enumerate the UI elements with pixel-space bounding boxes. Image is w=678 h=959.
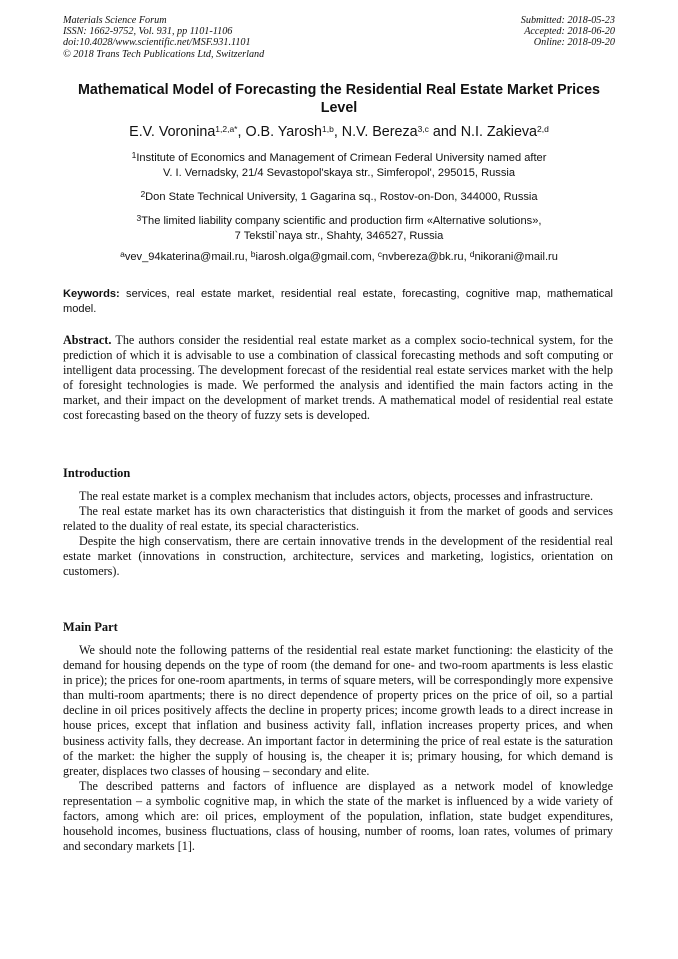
journal-name: Materials Science Forum <box>63 15 167 26</box>
author: O.B. Yarosh$^{1,b}$, <box>245 124 342 140</box>
abstract-label: Abstract. <box>63 333 112 347</box>
introduction-body <box>63 489 613 580</box>
main-part-body <box>63 643 613 854</box>
journal-info <box>63 15 264 60</box>
paragraph: Despite the high conservatism, there are certain innovative trends in the development of the residential real estate market (innovations in construction, architecture, services and marketing, logistics, orientation on customers). <box>63 534 613 579</box>
author: N.V. Bereza$^{3,c}$ and <box>341 124 461 140</box>
abstract <box>63 333 613 424</box>
section-heading-main-part: Main Part <box>63 620 118 634</box>
publication-dates <box>521 15 615 49</box>
accepted-date: Accepted: 2018-06-20 <box>524 26 615 38</box>
email-link[interactable]: $^c$nvbereza@bk.ru <box>377 249 464 263</box>
affiliation-1: $^1$Institute of Economics and Management of Crimean Federal University named after V. I. Vernadsky, 21/4 Sevastopol'skaya str., Simferopol', 295015, Russia <box>131 150 547 179</box>
submitted-date: Submitted: 2018-05-23 <box>520 15 615 26</box>
author-emails: $^a$vev_94katerina@mail.ru, $^b$iarosh.olga@gmail.com, $^c$nvbereza@bk.ru, $^d$nikorani@mail.ru <box>120 249 558 263</box>
section-heading-introduction: Introduction <box>63 466 131 480</box>
email-link[interactable]: $^a$vev_94katerina@mail.ru <box>120 249 245 263</box>
issn-line: ISSN: 1662-9752, Vol. 931, pp 1101-1106 <box>63 26 233 38</box>
paragraph: We should note the following patterns of the residential real estate market functioning: the elasticity of the demand for housing depends on the type of room (the demand for one- and two-room apartments is less elastic in price); the prices for one-room apartments, in terms of square meters, will be correspondingly more expensive than multi-room apartments; there is no direct dependence of property prices on the price of oil, so a partial decline in oil prices positively affects the decline in property prices; income growth leads to a direct increase in house prices, except that inflation and business activity fall, inflation increases property prices, and when business activity falls, they decrease. An important factor in determining the price of real estate is the saturation of the market: the higher the supply of housing is, the cheaper it is; primary housing, for which demand is greater, displaces two classes of housing – secondary and elite. <box>63 643 613 778</box>
keywords-label: Keywords: <box>63 288 120 300</box>
author-list <box>60 123 618 141</box>
copyright-line: © 2018 Trans Tech Publications Ltd, Switzerland <box>63 48 265 60</box>
abstract-text: The authors consider the residential real estate market as a complex socio-technical system, for the prediction of which it is advisable to use a combination of classical forecasting methods and soft computing or intelligent data processing. The development forecast of the residential real estate services market with the help of foresight technologies is made. We performed the analysis and identified the main factors acting in the market, and their impact on the development of market trends. A mathematical model of residential real estate cost forecasting based on the theory of fuzzy sets is developed. <box>63 333 613 423</box>
keywords-text: services, real estate market, residential real estate, forecasting, cognitive map, mathematical model. <box>63 288 613 315</box>
affiliation-2: $^2$Don State Technical University, 1 Gagarina sq., Rostov-on-Don, 344000, Russia <box>140 189 538 203</box>
affiliation-3: $^3$The limited liability company scientific and production firm «Alternative solutions», 7 Tekstil`naya str., Shahty, 346527, Russia <box>136 213 542 242</box>
author: E.V. Voronina$^{1,2,a*}$, <box>129 124 246 140</box>
keywords <box>63 287 613 316</box>
paragraph: The real estate market has its own characteristics that distinguish it from the market of goods and services related to the duality of real estate, its special characteristics. <box>63 504 613 534</box>
paper-title: Mathematical Model of Forecasting the Residential Real Estate Market Prices Level <box>78 82 600 116</box>
email-link[interactable]: $^d$nikorani@mail.ru <box>469 249 558 263</box>
email-link[interactable]: $^b$iarosh.olga@gmail.com <box>250 249 372 263</box>
author: N.I. Zakieva$^{2,d}$ <box>460 124 549 140</box>
paragraph: The described patterns and factors of influence are displayed as a network model of knowledge representation – a symbolic cognitive map, in which the state of the market is influenced by a wide variety of factors, among which are: oil prices, employment of the population, inflation, state budget expenditures, household incomes, business fluctuations, class of housing, number of rooms, loan rates, volumes of primary and secondary markets [1]. <box>63 778 613 854</box>
doi-line[interactable]: doi:10.4028/www.scientific.net/MSF.931.1101 <box>63 37 251 49</box>
paragraph: The real estate market is a complex mechanism that includes actors, objects, processes and infrastructure. <box>79 489 594 503</box>
online-date: Online: 2018-09-20 <box>533 37 615 49</box>
